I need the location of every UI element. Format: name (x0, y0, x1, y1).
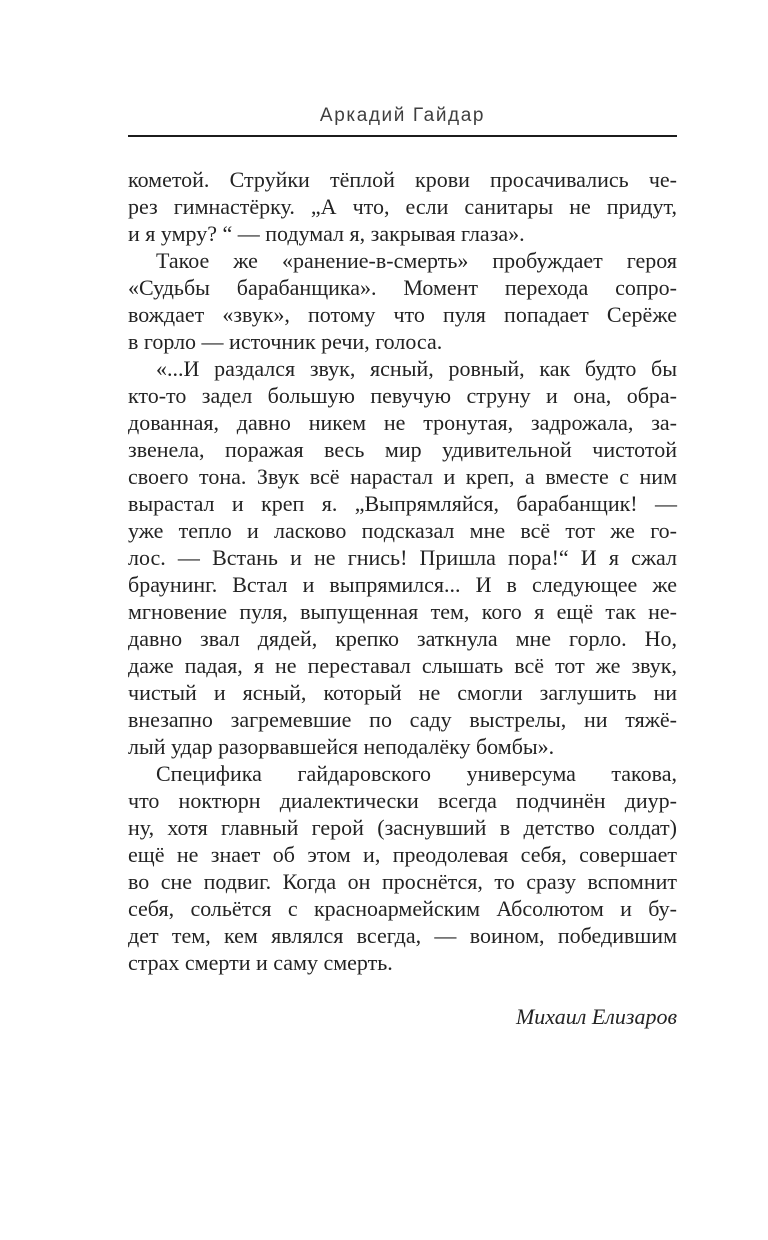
text-line: кто-то задел большую певучую струну и она, обра- (128, 383, 677, 408)
text-line: уже тепло и ласково подсказал мне всё тот же го- (128, 518, 677, 543)
body-text (128, 166, 677, 976)
running-header (128, 104, 677, 128)
paragraph (128, 355, 677, 760)
text-line: что ноктюрн диалектически всегда подчинён диур- (128, 788, 677, 813)
text-line: «...И раздался звук, ясный, ровный, как будто бы (156, 356, 677, 381)
text-line: ещё не знает об этом и, преодолевая себя, совершает (128, 842, 677, 867)
text-line: вырастал и креп я. „Выпрямляйся, барабанщик! — (128, 491, 677, 516)
text-line: своего тона. Звук всё нарастал и креп, а вместе с ним (128, 464, 677, 489)
text-line: даже падая, я не переставал слышать всё тот же звук, (128, 653, 677, 678)
text-line: ну, хотя главный герой (заснувший в детство солдат) (128, 815, 677, 840)
text-line: Специфика гайдаровского универсума такова, (156, 761, 677, 786)
text-line: рез гимнастёрку. „А что, если санитары не придут, (128, 194, 677, 219)
text-line: во сне подвиг. Когда он проснётся, то сразу вспомнит (128, 869, 677, 894)
text-line: себя, сольётся с красноармейским Абсолютом и бу- (128, 896, 677, 921)
text-column (128, 104, 677, 1030)
text-line: чистый и ясный, который не смогли заглушить ни (128, 680, 677, 705)
text-line: и я умру? “ — подумал я, закрывая глаза». (128, 221, 525, 246)
text-line: страх смерти и саму смерть. (128, 950, 393, 975)
text-line: в горло — источник речи, голоса. (128, 329, 443, 354)
running-header-title: Аркадий Гайдар (319, 105, 486, 126)
text-line: Такое же «ранение-в-смерть» пробуждает героя (156, 248, 677, 273)
text-line: «Судьбы барабанщика». Момент перехода сопро- (128, 275, 677, 300)
paragraph (128, 166, 677, 247)
header-rule (128, 135, 677, 137)
paragraph (128, 760, 677, 976)
author-signature: Михаил Елизаров (515, 1004, 677, 1029)
text-line: давно звал дядей, крепко заткнула мне горло. Но, (128, 626, 677, 651)
text-line: лос. — Встань и не гнись! Пришла пора!“ И я сжал (128, 545, 677, 570)
text-line: вождает «звук», потому что пуля попадает Серёже (128, 302, 677, 327)
text-line: дет тем, кем являлся всегда, — воином, победившим (128, 923, 677, 948)
text-line: браунинг. Встал и выпрямился... И в следующее же (128, 572, 677, 597)
text-line: дованная, давно никем не тронутая, задрожала, за- (128, 410, 677, 435)
text-line: мгновение пуля, выпущенная тем, кого я ещё так не- (128, 599, 677, 624)
text-line: внезапно загремевшие по саду выстрелы, ни тяжё- (128, 707, 677, 732)
text-line: звенела, поражая весь мир удивительной чистотой (128, 437, 677, 462)
text-line: лый удар разорвавшейся неподалёку бомбы». (128, 734, 555, 759)
text-line: кометой. Струйки тёплой крови просачивались че- (128, 167, 677, 192)
paragraph (128, 247, 677, 355)
